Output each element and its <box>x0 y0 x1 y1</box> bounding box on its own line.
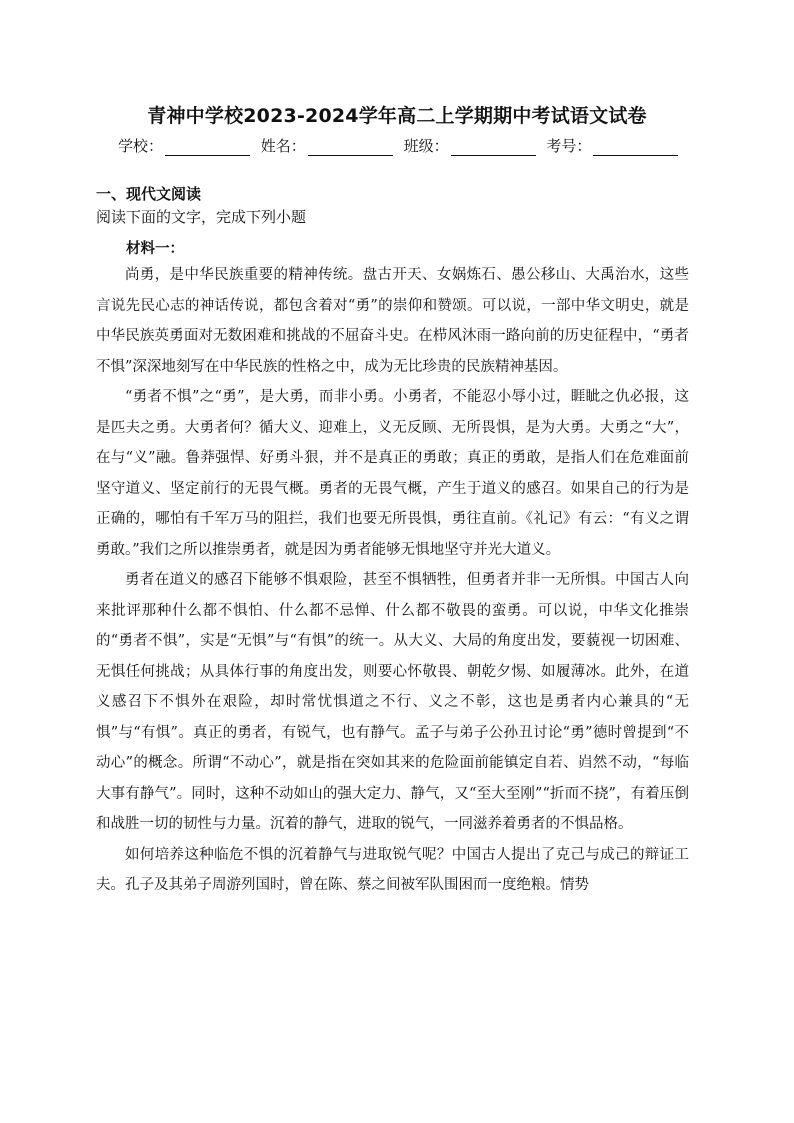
reading-instruction: 阅读下面的文字，完成下列小题 <box>96 208 307 226</box>
passage-body <box>96 260 689 901</box>
passage-paragraph: 尚勇，是中华民族重要的精神传统。盘古开天、女娲炼石、愚公移山、大禹治水，这些言说先民心志的神话传说，都包含着对“勇”的崇仰和赞颂。可以说，一部中华文明史，就是中华民族英勇面对无数困难和挑战的不屈奋斗史。在栉风沐雨一路向前的历史征程中，“勇者不惧”深深地刻写在中华民族的性格之中，成为无比珍贵的民族精神基因。 <box>96 267 689 375</box>
section-heading: 一、现代文阅读 <box>96 185 202 203</box>
school-field <box>118 135 250 156</box>
passage-paragraph: 勇者在道义的感召下能够不惧艰险，甚至不惧牺牲，但勇者并非一无所惧。中国古人向来批评那种什么都不惧怕、什么都不忌惮、什么都不敬畏的蛮勇。可以说，中华文化推崇的“勇者不惧”，实是“无惧”与“有惧”的统一。从大义、大局的角度出发，要藐视一切困难、无惧任何挑战；从具体行事的角度出发，则要心怀敬畏、朝乾夕惕、如履薄冰。此外，在道义感召下不惧外在艰险，却时常忧惧道之不行、义之不彰，这也是勇者内心兼具的“无惧”与“有惧”。真正的勇者，有锐气，也有静气。孟子与弟子公孙丑讨论“勇”德时曾提到“不动心”的概念。所谓“不动心”，就是指在突如其来的危险面前能镇定自若、岿然不动，“每临大事有静气”。同时，这种不动如山的强大定力、静气，又“至大至刚”“折而不挠”，有着压倒和战胜一切的韧性与力量。沉着的静气，进取的锐气，一同滋养着勇者的不惧品格。 <box>96 572 689 832</box>
exam-number-label: 考号： <box>546 137 592 155</box>
class-field <box>404 135 536 156</box>
exam-number-blank[interactable] <box>593 139 678 156</box>
school-blank[interactable] <box>165 139 250 156</box>
passage-paragraph: 如何培养这种临危不惧的沉着静气与进取锐气呢？中国古人提出了克己与成己的辩证工夫。孔子及其弟子周游列国时，曾在陈、蔡之间被军队围困而一度绝粮。情势 <box>96 846 689 893</box>
name-label: 姓名： <box>260 137 306 155</box>
material-title: 材料一： <box>126 240 184 257</box>
school-label: 学校： <box>118 137 164 155</box>
student-info-row <box>118 135 678 159</box>
passage-paragraph: “勇者不惧”之“勇”，是大勇，而非小勇。小勇者，不能忍小辱小过，睚眦之仇必报，这是匹夫之勇。大勇者何？循大义、迎难上，义无反顾、无所畏惧，是为大勇。大勇之“大”，在与“义”融。鲁莽强悍、好勇斗狠，并不是真正的勇敢；真正的勇敢，是指人们在危难面前坚守道义、坚定前行的无畏气概。勇者的无畏气概，产生于道义的感召。如果自己的行为是正确的，哪怕有千军万马的阻拦，我们也要无所畏惧，勇往直前。《礼记》有云：“有义之谓勇敢。”我们之所以推崇勇者，就是因为勇者能够无惧地坚守并光大道义。 <box>96 389 689 558</box>
name-blank[interactable] <box>308 139 393 156</box>
exam-number-field <box>546 135 678 156</box>
exam-title: 青神中学校2023-2024学年高二上学期期中考试语文试卷 <box>147 105 647 127</box>
name-field <box>261 135 393 156</box>
class-blank[interactable] <box>451 139 536 156</box>
class-label: 班级： <box>403 137 449 155</box>
